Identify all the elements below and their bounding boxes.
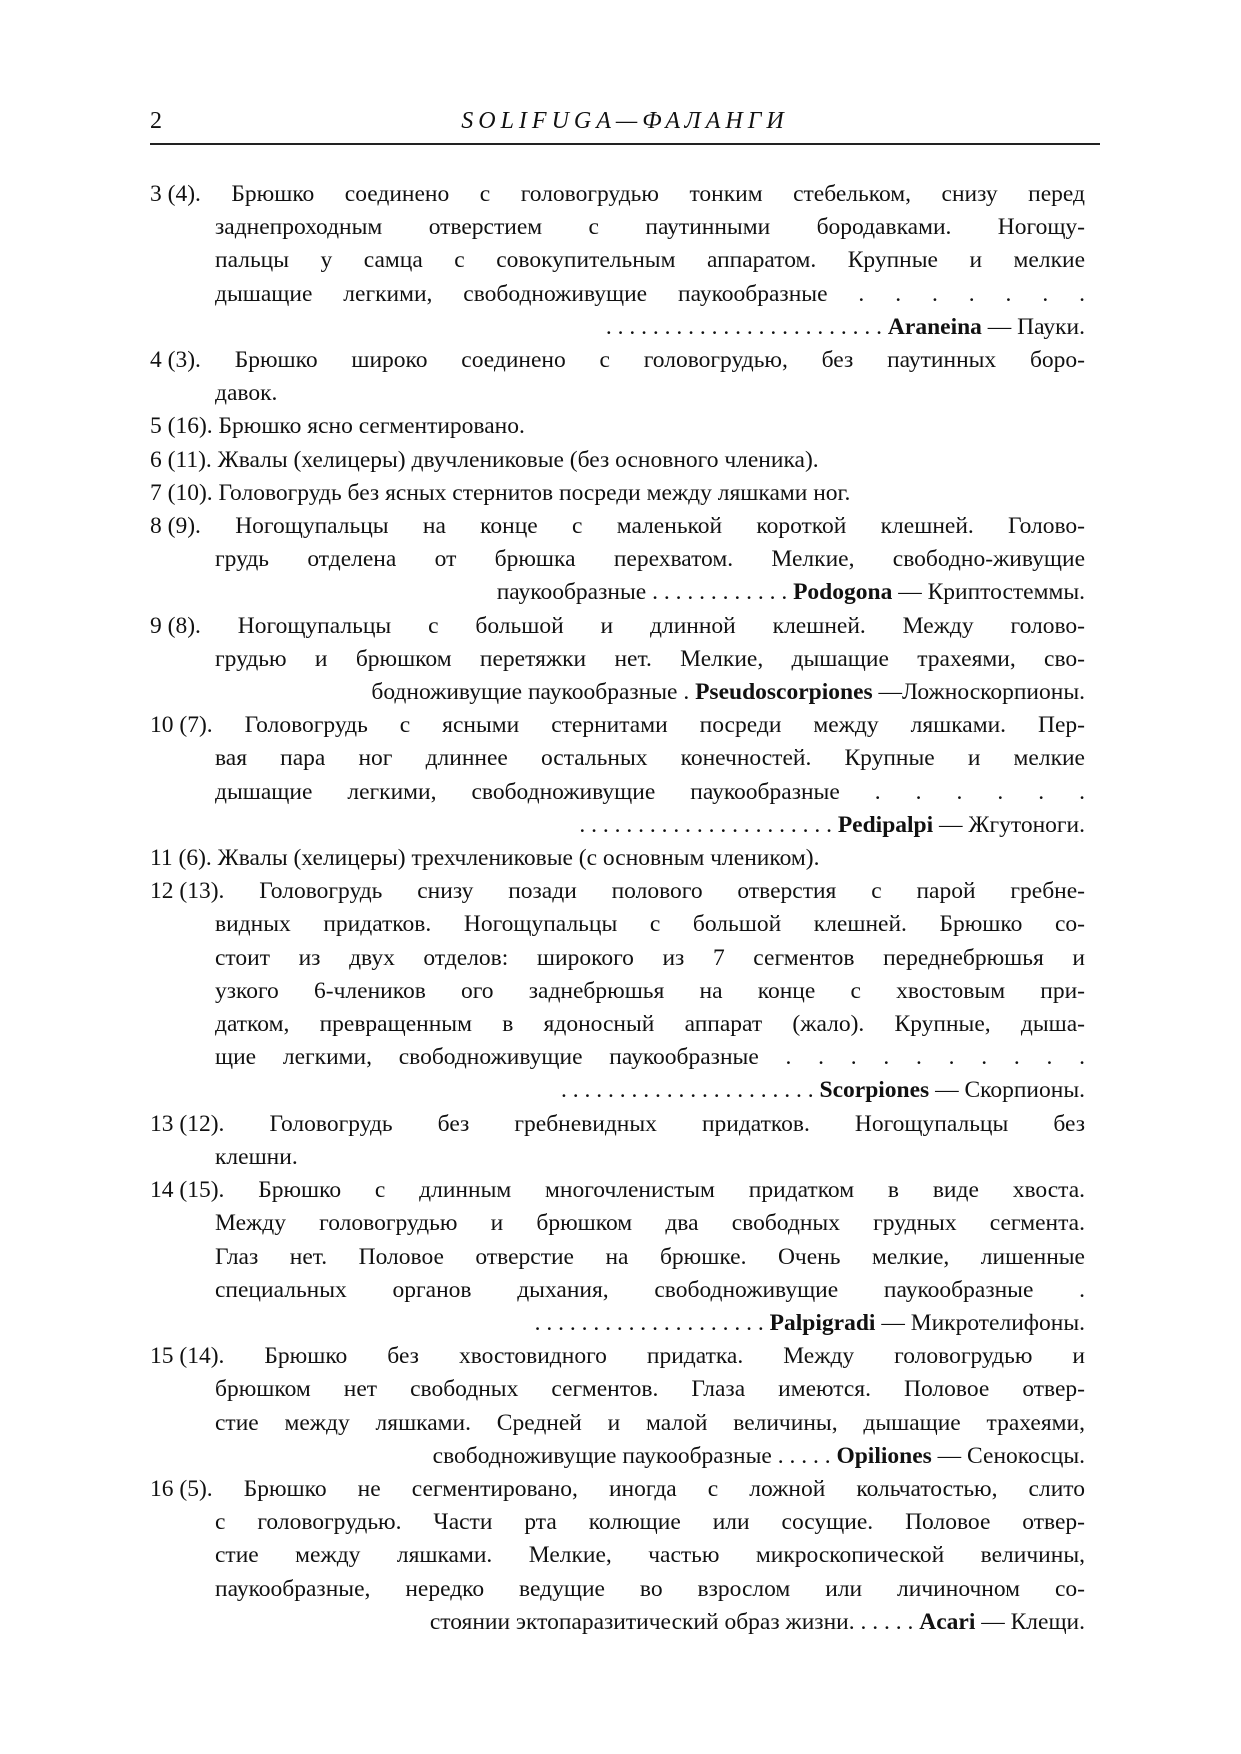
key-entry <box>150 1108 1085 1174</box>
taxon-russian-name: — Криптостеммы. <box>898 579 1085 606</box>
line-text: дышащие легкими, свободноживущие паукообразные . . . . . . <box>215 778 1085 805</box>
taxon-latin-name: Pedipalpi <box>837 811 934 838</box>
couplet-number: 12 (13). <box>150 878 225 905</box>
result-line <box>150 1606 1085 1639</box>
line-text: Брюшко с длинным многочленистым придатком в виде хвоста. <box>258 1177 1085 1204</box>
key-line <box>150 178 1085 211</box>
line-text: датком, превращенным в ядоносный аппарат (жало). Крупные, дыша- <box>215 1011 1085 1038</box>
couplet-number: 10 (7). <box>150 712 213 739</box>
key-line <box>150 410 1085 443</box>
key-entry <box>150 410 1085 443</box>
page-header <box>150 108 1100 148</box>
key-line <box>150 211 1085 244</box>
couplet-number: 7 (10). <box>150 479 213 506</box>
taxon-latin-name: Acari <box>919 1608 976 1635</box>
key-line <box>150 1506 1085 1539</box>
key-line <box>150 344 1085 377</box>
taxon-latin-name: Scorpiones <box>819 1077 930 1104</box>
key-line <box>150 1207 1085 1240</box>
key-line <box>150 1274 1085 1307</box>
taxon-russian-name: — Скорпионы. <box>935 1077 1085 1104</box>
header-rule <box>150 143 1100 145</box>
couplet-number: 5 (16). <box>150 413 213 440</box>
line-text: Брюшко соединено с головогрудью тонким стебельком, снизу перед <box>231 181 1085 207</box>
key-entry <box>150 510 1085 610</box>
key-entry <box>150 709 1085 842</box>
couplet-number: 11 (6). <box>150 845 212 872</box>
line-text: Головогрудь снизу позади полового отверстия с парой гребне- <box>259 878 1085 905</box>
key-entry <box>150 610 1085 710</box>
result-line <box>150 311 1085 344</box>
line-text: узкого 6-члеников ого заднебрюшья на конце с хвостовым при- <box>215 977 1085 1004</box>
line-text: Глаз нет. Половое отверстие на брюшке. Очень мелкие, лишенные <box>215 1243 1085 1270</box>
couplet-number: 6 (11). <box>150 446 212 473</box>
leader-dots: паукообразные . . . . . . . . . . . . <box>496 579 788 606</box>
leader-dots: . . . . . . . . . . . . . . . . . . . . <box>534 1309 764 1336</box>
taxon-latin-name: Podogona <box>793 579 893 606</box>
line-text: Ногощупальцы с большой и длинной клешней. Между голово- <box>237 612 1085 639</box>
line-text: Головогрудь без ясных стернитов посреди между ляшками ног. <box>218 479 851 506</box>
key-line <box>150 1041 1085 1074</box>
key-entry <box>150 344 1085 410</box>
line-text: вая пара ног длиннее остальных конечностей. Крупные и мелкие <box>215 745 1085 772</box>
key-entry <box>150 178 1085 344</box>
key-line <box>150 1373 1085 1406</box>
key-line <box>150 543 1085 576</box>
line-text: специальных органов дыхания, свободноживущие паукообразные . <box>215 1276 1085 1303</box>
line-text: стие между ляшками. Мелкие, частью микроскопической величины, <box>215 1542 1085 1569</box>
line-text: стоит из двух отделов: широкого из 7 сегментов переднебрюшья и <box>215 944 1085 971</box>
key-line <box>150 875 1085 908</box>
result-line <box>150 1074 1085 1107</box>
line-text: щие легкими, свободноживущие паукообразные . . . . . . . . . . <box>215 1044 1085 1071</box>
leader-dots: . . . . . . . . . . . . . . . . . . . . . . <box>561 1077 814 1104</box>
key-line <box>150 842 1085 875</box>
taxon-russian-name: — Микротелифоны. <box>881 1309 1085 1336</box>
line-text: Ногощупальцы на конце с маленькой короткой клешней. Голово- <box>235 513 1085 540</box>
page-number: 2 <box>150 108 162 134</box>
result-line <box>150 809 1085 842</box>
line-text: Жвалы (хелицеры) трехчлениковые (с основным члеником). <box>217 845 820 872</box>
key-entry <box>150 1340 1085 1473</box>
leader-dots: . . . . . . . . . . . . . . . . . . . . . . <box>579 811 832 838</box>
line-text: стие между ляшками. Средней и малой величины, дышащие трахеями, <box>215 1409 1085 1436</box>
line-text: видных придатков. Ногощупальцы с большой клешней. Брюшко со- <box>215 911 1085 938</box>
couplet-number: 16 (5). <box>150 1475 213 1502</box>
key-line <box>150 942 1085 975</box>
key-line <box>150 1174 1085 1207</box>
line-text: брюшком нет свободных сегментов. Глаза имеются. Половое отвер- <box>215 1376 1085 1403</box>
leader-dots: бодноживущие паукообразные . <box>371 679 690 706</box>
line-text: грудь отделена от брюшка перехватом. Мелкие, свободно-живущие <box>215 546 1085 573</box>
line-text: Брюшко широко соединено с головогрудью, без паутинных боро- <box>234 347 1085 374</box>
line-text: Брюшко ясно сегментировано. <box>218 413 525 440</box>
result-line <box>150 576 1085 609</box>
taxon-russian-name: —Ложноскорпионы. <box>878 679 1085 706</box>
key-line <box>150 1539 1085 1572</box>
taxon-latin-name: Araneina <box>887 313 982 340</box>
key-line <box>150 244 1085 277</box>
key-line <box>150 477 1085 510</box>
key-line <box>150 1340 1085 1373</box>
key-line <box>150 510 1085 543</box>
key-entry <box>150 477 1085 510</box>
line-text: Брюшко без хвостовидного придатка. Между головогрудью и <box>264 1343 1085 1370</box>
taxon-russian-name: — Жгутоноги. <box>939 811 1085 838</box>
key-line <box>150 278 1085 311</box>
line-text: грудью и брюшком перетяжки нет. Мелкие, дышащие трахеями, сво- <box>215 645 1085 672</box>
key-entry <box>150 444 1085 477</box>
line-text: Брюшко не сегментировано, иногда с ложной кольчатостью, слито <box>243 1475 1085 1502</box>
result-line <box>150 1440 1085 1473</box>
key-line <box>150 1407 1085 1440</box>
key-line <box>150 908 1085 941</box>
key-entry <box>150 1473 1085 1639</box>
line-text: паукообразные, нередко ведущие во взрослом или личиночном со- <box>215 1575 1085 1602</box>
key-entry <box>150 842 1085 875</box>
couplet-number: 4 (3). <box>150 347 201 374</box>
key-line <box>150 377 1085 410</box>
line-text: давок. <box>215 380 278 407</box>
key-line <box>150 643 1085 676</box>
key-entry <box>150 875 1085 1107</box>
couplet-number: 15 (14). <box>150 1343 225 1370</box>
key-line <box>150 742 1085 775</box>
couplet-number: 14 (15). <box>150 1177 225 1204</box>
couplet-number: 3 (4). <box>150 181 201 207</box>
couplet-number: 9 (8). <box>150 612 201 639</box>
taxon-latin-name: Pseudoscorpiones <box>695 679 873 706</box>
line-text: заднепроходным отверстием с паутинными бородавками. Ногощу- <box>215 214 1085 241</box>
taxon-russian-name: — Сенокосцы. <box>937 1442 1085 1469</box>
line-text: Жвалы (хелицеры) двучлениковые (без основного членика). <box>217 446 819 473</box>
key-line <box>150 1241 1085 1274</box>
leader-dots: свободноживущие паукообразные . . . . . <box>432 1442 831 1469</box>
taxon-latin-name: Opiliones <box>836 1442 932 1469</box>
key-line <box>150 1008 1085 1041</box>
taxon-latin-name: Palpigradi <box>769 1309 876 1336</box>
line-text: с головогрудью. Части рта колющие или сосущие. Половое отвер- <box>215 1509 1085 1536</box>
line-text: Головогрудь с ясными стернитами посреди между ляшками. Пер- <box>244 712 1085 739</box>
key-line <box>150 1108 1085 1141</box>
line-text: пальцы у самца с совокупительным аппаратом. Крупные и мелкие <box>215 247 1085 274</box>
line-text: клешни. <box>215 1143 298 1170</box>
key-line <box>150 1473 1085 1506</box>
key-line <box>150 776 1085 809</box>
key-line <box>150 1141 1085 1174</box>
running-title: SOLIFUGA—ФАЛАНГИ <box>461 108 789 134</box>
key-line <box>150 610 1085 643</box>
key-entry <box>150 1174 1085 1340</box>
result-line <box>150 1307 1085 1340</box>
couplet-number: 8 (9). <box>150 513 201 540</box>
line-text: дышащие легкими, свободноживущие паукообразные . . . . . . . <box>215 280 1085 307</box>
key-line <box>150 709 1085 742</box>
couplet-number: 13 (12). <box>150 1110 225 1137</box>
line-text: Головогрудь без гребневидных придатков. Ногощупальцы без <box>269 1110 1085 1137</box>
key-line <box>150 444 1085 477</box>
taxon-russian-name: — Клещи. <box>981 1608 1085 1635</box>
key-text <box>150 178 1085 1639</box>
key-line <box>150 1573 1085 1606</box>
line-text: Между головогрудью и брюшком два свободных грудных сегмента. <box>215 1210 1085 1237</box>
leader-dots: . . . . . . . . . . . . . . . . . . . . . . . . <box>605 313 883 340</box>
leader-dots: стоянии эктопаразитический образ жизни. . . . . . <box>429 1608 914 1635</box>
key-line <box>150 975 1085 1008</box>
taxon-russian-name: — Пауки. <box>987 313 1085 340</box>
result-line <box>150 676 1085 709</box>
